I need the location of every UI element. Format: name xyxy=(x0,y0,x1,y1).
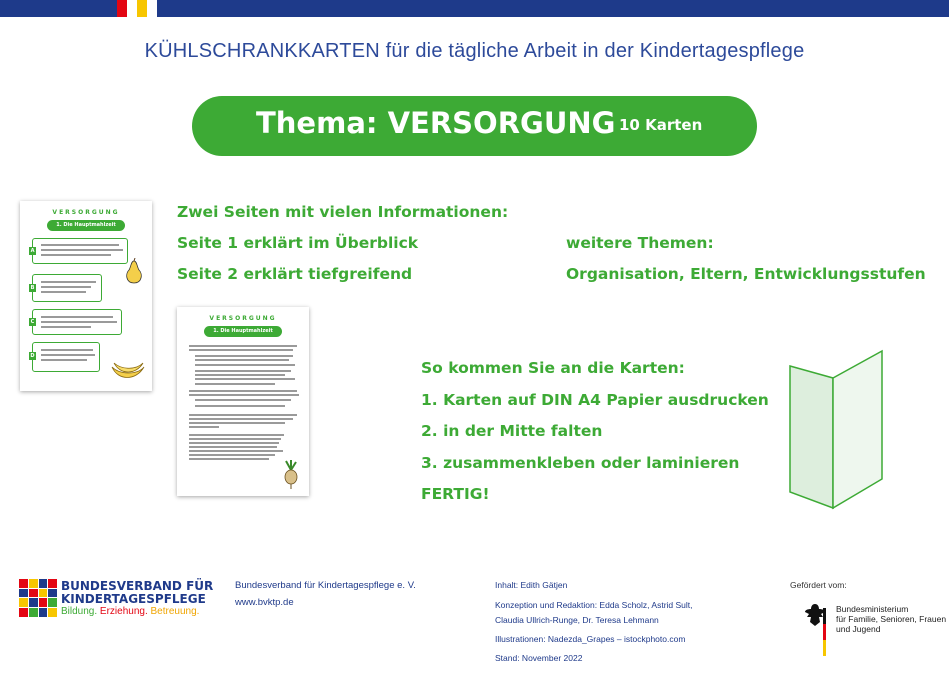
beet-icon xyxy=(281,460,301,490)
instructions-intro: So kommen Sie an die Karten: xyxy=(421,359,685,377)
card-front-box-b xyxy=(32,274,102,302)
top-bar-white-stripe xyxy=(127,0,137,17)
instructions-step-1: 1. Karten auf DIN A4 Papier ausdrucken xyxy=(421,391,769,409)
instructions-step-2: 2. in der Mitte falten xyxy=(421,422,603,440)
card-front-box-d xyxy=(32,342,100,372)
logo-tagline-1: Bildung. xyxy=(61,606,98,617)
credits-content: Inhalt: Edith Gätjen xyxy=(495,580,568,590)
folded-card-icon xyxy=(787,348,885,510)
card-front-subtitle: 1. Die Hauptmahlzeit xyxy=(47,220,125,231)
info-line-1: Zwei Seiten mit vielen Informationen: xyxy=(177,203,509,221)
card-preview-front xyxy=(20,201,152,391)
banana-icon xyxy=(110,359,146,383)
card-front-tag-d: D xyxy=(30,353,35,359)
theme-card-count: 10 Karten xyxy=(619,116,703,134)
card-front-tag-a: A xyxy=(30,248,35,254)
ministry-line-3: und Jugend xyxy=(836,624,881,634)
top-bar-yellow-stripe xyxy=(137,0,147,17)
credits-illustrations: Illustrationen: Nadezda_Grapes – istockphoto.com xyxy=(495,634,686,644)
credits-concept-line-1: Konzeption und Redaktion: Edda Scholz, Astrid Sult, xyxy=(495,600,693,610)
credits-date: Stand: November 2022 xyxy=(495,653,583,663)
card-back-title: VERSORGUNG xyxy=(209,315,277,322)
logo-tagline xyxy=(61,606,199,617)
info-line-3: Seite 2 erklärt tiefgreifend xyxy=(177,265,413,283)
instructions-done: FERTIG! xyxy=(421,485,490,503)
page-title: KÜHLSCHRANKKARTEN für die tägliche Arbeit in der Kindertagespflege xyxy=(144,40,805,62)
federal-eagle-icon xyxy=(804,602,826,656)
logo-name-line-2: KINDERTAGESPFLEGE xyxy=(61,592,206,606)
ministry-line-2: für Familie, Senioren, Frauen xyxy=(836,614,947,624)
card-front-tag-b: B xyxy=(30,285,35,291)
logo-tagline-2: Erziehung. xyxy=(99,606,148,617)
ministry-line-1: Bundesministerium xyxy=(836,604,909,614)
org-name: Bundesverband für Kindertagespflege e. V. xyxy=(235,580,416,591)
top-bar-red-stripe xyxy=(117,0,127,17)
card-back-subtitle: 1. Die Hauptmahlzeit xyxy=(204,326,282,337)
top-color-bar xyxy=(0,0,949,17)
logo-name-line-1: BUNDESVERBAND FÜR xyxy=(61,579,214,593)
instructions-step-3: 3. zusammenkleben oder laminieren xyxy=(421,454,740,472)
theme-title: Thema: VERSORGUNG xyxy=(256,106,616,140)
top-bar-white-stripe-2 xyxy=(147,0,157,17)
card-front-tag-c: C xyxy=(30,319,35,325)
more-topics-list: Organisation, Eltern, Entwicklungsstufen xyxy=(566,265,926,283)
card-front-box-c xyxy=(32,309,122,335)
card-front-box-a xyxy=(32,238,128,264)
info-line-2: Seite 1 erklärt im Überblick xyxy=(177,234,419,252)
more-topics-label: weitere Themen: xyxy=(566,234,714,252)
credits-concept-line-2: Claudia Ullrich-Runge, Dr. Teresa Lehmann xyxy=(495,615,659,625)
pear-icon xyxy=(123,258,145,286)
card-preview-back xyxy=(177,307,309,496)
card-front-title: VERSORGUNG xyxy=(52,209,120,216)
bvktp-logo-mosaic xyxy=(19,579,57,617)
logo-tagline-3: Betreuung. xyxy=(150,606,200,617)
org-url[interactable]: www.bvktp.de xyxy=(235,597,294,608)
theme-banner xyxy=(192,96,757,156)
funding-label: Gefördert vom: xyxy=(790,580,847,590)
